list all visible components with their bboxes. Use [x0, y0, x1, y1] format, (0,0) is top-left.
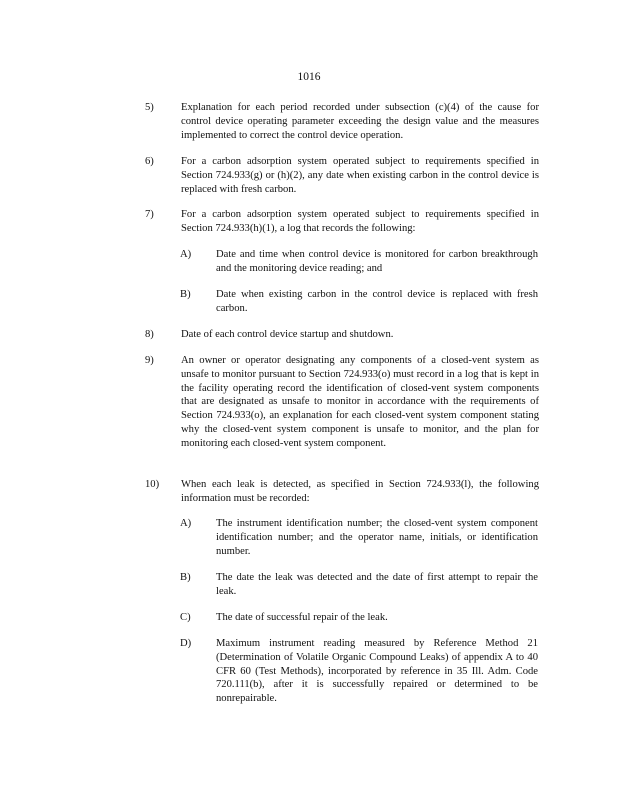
- subitem-letter: C): [180, 612, 191, 623]
- item-text: For a carbon adsorption system operated subject to requirements specified in Section 724.933(g) or (h)(2), any date when existing carbon in the control device is replaced with fresh carbon.: [181, 156, 539, 195]
- subitem-letter: D): [180, 638, 192, 649]
- subitem-letter: A): [180, 518, 192, 529]
- item-text: An owner or operator designating any components of a closed-vent system as unsafe to monitor pursuant to Section 724.933(o) must record in a log that is kept in the facility operating record the identification of closed-vent system components that are designated as unsafe to monitor in accordance with the requirements of Section 724.933(o), an explanation for each closed-vent system component stating why the closed-vent system component is unsafe to monitor, and the plan for monitoring each closed-vent system component.: [181, 355, 539, 449]
- item-text: Date of each control device startup and shutdown.: [181, 329, 394, 340]
- item-number: 7): [145, 209, 154, 220]
- item-number: 10): [145, 479, 160, 490]
- subitem-letter: B): [180, 289, 191, 300]
- item-number: 9): [145, 355, 154, 366]
- item-number: 6): [145, 156, 154, 167]
- subitem-text: Date when existing carbon in the control device is replaced with fresh carbon.: [216, 289, 538, 314]
- subitem-text: The date of successful repair of the leak.: [216, 612, 388, 623]
- item-text: For a carbon adsorption system operated subject to requirements specified in Section 724.933(h)(1), a log that records the following:: [181, 209, 539, 234]
- subitem-text: The date the leak was detected and the date of first attempt to repair the leak.: [216, 572, 538, 597]
- subitem-letter: A): [180, 249, 192, 260]
- subitem-text: Maximum instrument reading measured by Reference Method 21 (Determination of Volatile Organic Compound Leaks) of appendix A to 40 CFR 60 (Test Methods), incorporated by reference in 35 Ill. Adm. Code 720.111(b), after it is successfully repaired or determined to be nonrepairable.: [216, 638, 538, 705]
- item-text: When each leak is detected, as specified in Section 724.933(l), the following information must be recorded:: [181, 479, 539, 504]
- subitem-text: Date and time when control device is monitored for carbon breakthrough and the monitoring device reading; and: [216, 249, 538, 274]
- item-text: Explanation for each period recorded under subsection (c)(4) of the cause for control device operating parameter exceeding the design value and the measures implemented to correct the control device operation.: [181, 102, 539, 141]
- subitem-letter: B): [180, 572, 191, 583]
- subitem-text: The instrument identification number; the closed-vent system component identification number; and the operator name, initials, or identification number.: [216, 518, 538, 557]
- item-number: 5): [145, 102, 154, 113]
- page-number: 1016: [297, 71, 321, 83]
- item-number: 8): [145, 329, 154, 340]
